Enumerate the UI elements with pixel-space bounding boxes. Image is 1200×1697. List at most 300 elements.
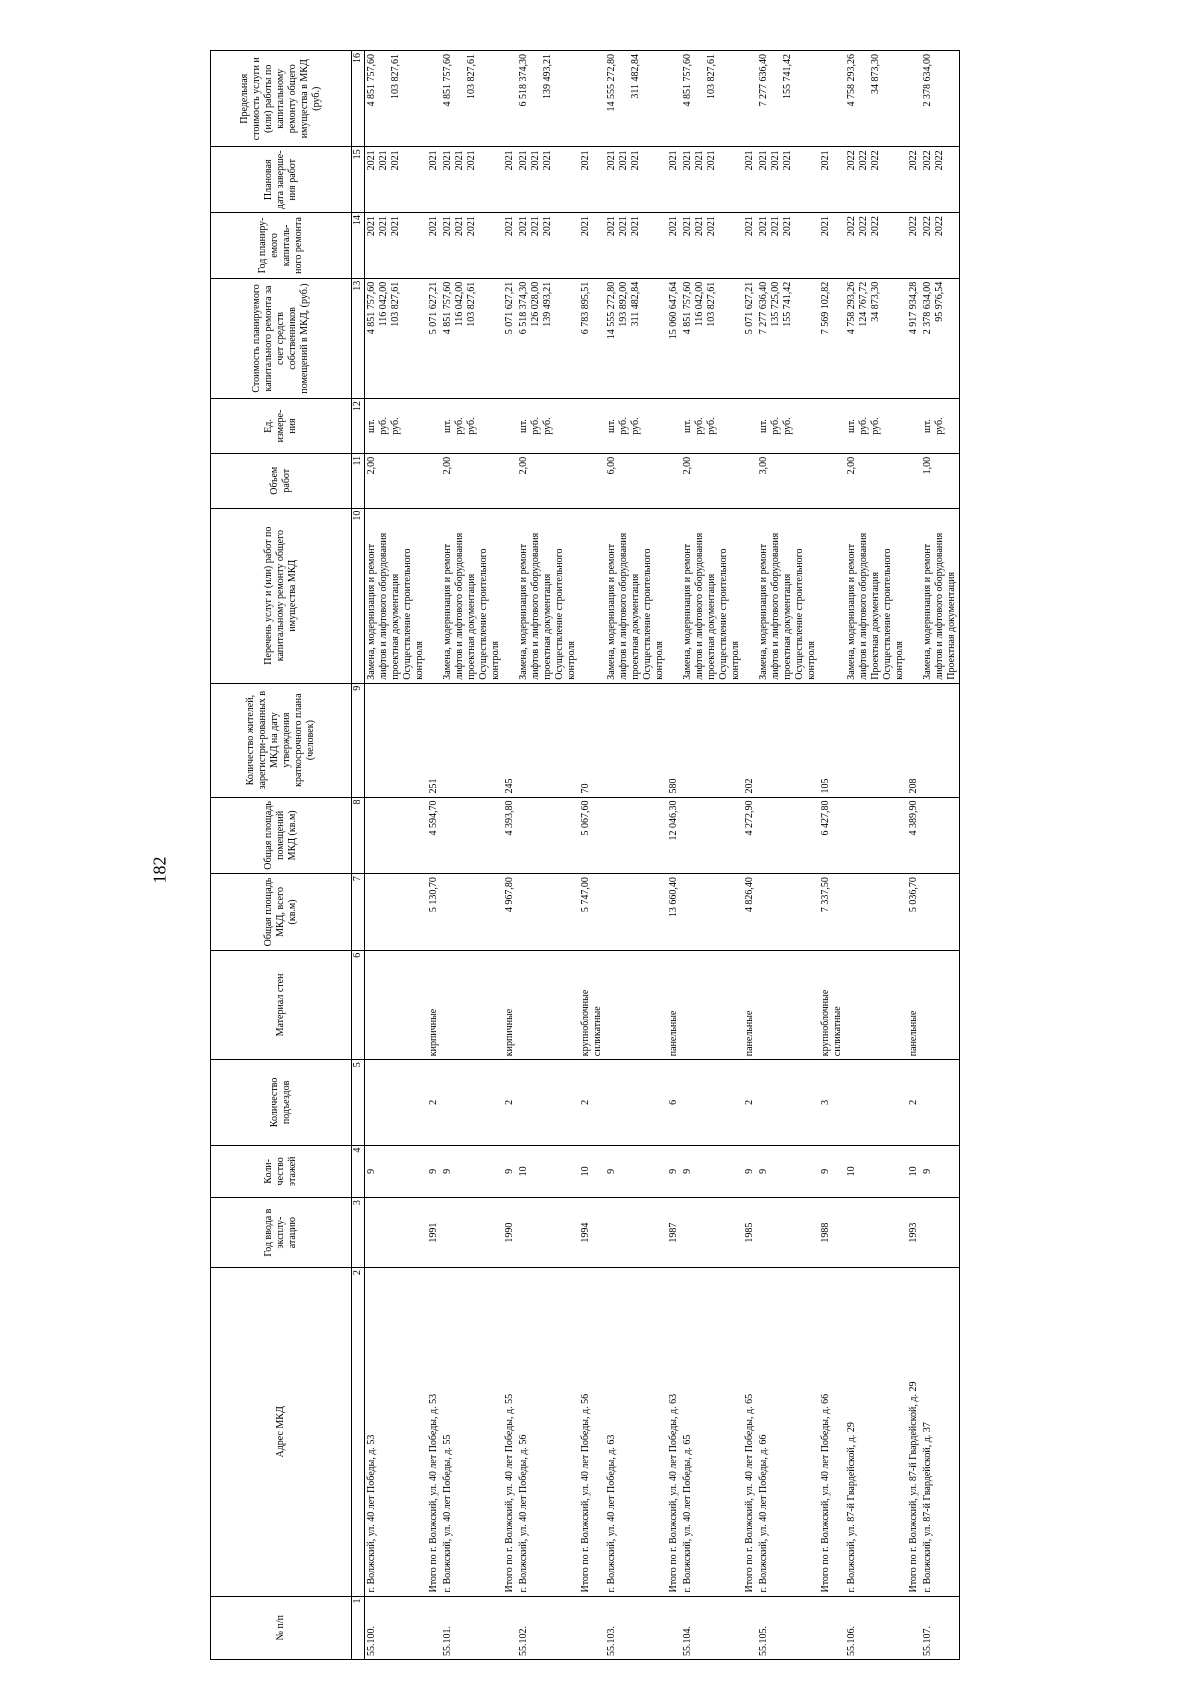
material-cell: кирпичные [427,950,441,1059]
limit-cost-cell [605,51,667,147]
cost-cell-line: 116 042,00 [378,281,389,327]
works-cell-line: Замена, модернизация и ремонт лифтов и лифтового оборудования [442,532,465,680]
done-date-cell-line: 2022 [858,150,869,171]
entrances-cell: 6 [667,1060,681,1145]
plan-year-cell: 2021 [503,213,517,279]
unit-cell-line: руб. [454,417,465,435]
floors-cell: 9 [365,1145,428,1198]
total-area-cell [921,874,960,951]
total-address-cell: Итого по г. Волжский, ул. 40 лет Победы, д. 66 [819,1268,845,1596]
cost-cell: 7 569 102,82 [819,278,845,398]
material-cell: кирпичные [503,950,517,1059]
unit-cell [907,399,921,454]
address-cell: г. Волжский, ул. 87-й Гвардейской, д. 29 [845,1268,907,1596]
material-cell [365,950,428,1059]
limit-cost-cell-line: 7 277 636,40 [758,54,769,107]
cost-cell-line: 116 042,00 [694,281,705,327]
unit-cell-line: руб. [466,417,477,435]
limit-cost-cell-line: 103 827,61 [390,54,401,99]
cost-cell-line: 103 827,61 [390,281,401,327]
volume-cell [667,453,681,508]
table-body [365,51,960,1660]
cost-cell [845,278,907,398]
cost-cell-line: 103 827,61 [706,281,717,327]
row-number: 55.102. [517,1596,579,1659]
floors-cell: 9 [503,1145,517,1198]
premises-area-cell: 4 594,70 [427,797,441,874]
column-number-6: 6 [352,950,365,1059]
column-header-7: Общая площадь МКД, всего (кв.м) [211,874,352,951]
total-address-cell: Итого по г. Волжский, ул. 40 лет Победы, д. 53 [427,1268,441,1596]
total-area-cell [517,874,579,951]
works-cell-line: проектная документация [782,573,793,680]
column-header-11: Объем работ [211,453,352,508]
row-number: 55.107. [921,1596,960,1659]
done-date-cell [681,147,743,213]
plan-year-cell-line: 2021 [542,216,553,237]
done-date-cell: 2021 [579,147,605,213]
done-date-cell-line: 2021 [454,150,465,171]
cost-cell [921,278,960,398]
plan-year-cell: 2021 [743,213,757,279]
limit-cost-cell-line: 4 851 757,60 [682,54,693,107]
works-cell-line: Замена, модернизация и ремонт лифтов и лифтового оборудования [366,532,389,680]
done-date-cell [517,147,579,213]
unit-cell [605,399,667,454]
premises-area-cell [365,797,428,874]
limit-cost-cell [441,51,503,147]
cost-cell-line: 4 758 293,26 [846,281,857,335]
entrances-cell: 2 [503,1060,517,1145]
limit-cost-cell-line: 6 518 374,30 [518,54,529,107]
floors-cell: 9 [427,1145,441,1198]
done-date-cell-line: 2021 [518,150,529,171]
plan-year-cell [517,213,579,279]
entrances-cell [517,1060,579,1145]
done-date-cell-line: 2022 [870,150,881,171]
total-row [907,51,921,1660]
plan-year-cell-line: 2021 [758,216,769,237]
plan-year-cell: 2021 [427,213,441,279]
unit-cell-line: шт. [366,419,377,433]
total-row [819,51,845,1660]
plan-year-cell-line: 2021 [630,216,641,237]
cost-cell-line: 155 741,42 [782,281,793,327]
unit-cell-line: руб. [530,417,541,435]
unit-cell-line: руб. [934,417,945,435]
row-number [907,1596,921,1659]
address-cell: г. Волжский, ул. 40 лет Победы, д. 66 [757,1268,819,1596]
year-cell: 1988 [819,1198,845,1268]
unit-cell [517,399,579,454]
done-date-cell-line: 2021 [782,150,793,171]
column-header-10: Перечень услуг и (или) работ по капитальному ремонту общего имущества МКД [211,508,352,683]
works-cell-line: Проектная документация [946,571,957,680]
residents-cell [605,683,667,797]
limit-cost-cell-line [454,54,466,143]
works-cell-line: Проектная документация [870,571,881,680]
works-cell [819,508,845,683]
limit-cost-cell-line [770,54,782,143]
residents-cell [845,683,907,797]
unit-cell [503,399,517,454]
done-date-cell-line: 2021 [530,150,541,171]
entrances-cell [681,1060,743,1145]
year-cell [605,1198,667,1268]
cost-cell-line: 193 892,00 [618,281,629,327]
column-header-4: Коли-чество этажей [211,1145,352,1198]
premises-area-cell [845,797,907,874]
floors-cell: 9 [441,1145,503,1198]
item-row [517,51,579,1660]
year-cell: 1993 [907,1198,921,1268]
unit-cell-line: руб. [770,417,781,435]
limit-cost-cell-line: 2 378 634,00 [922,54,933,107]
material-cell [757,950,819,1059]
residents-cell [681,683,743,797]
unit-cell-line: шт. [846,419,857,433]
unit-cell [757,399,819,454]
total-address-cell: Итого по г. Волжский, ул. 87-й Гвардейской, д. 29 [907,1268,921,1596]
column-number-1: 1 [352,1596,365,1659]
works-cell-line: Замена, модернизация и ремонт лифтов и лифтового оборудования [518,532,541,680]
column-number-14: 14 [352,213,365,279]
column-number-4: 4 [352,1145,365,1198]
unit-cell [579,399,605,454]
column-header-15: Плановая дата заверше-ния работ [211,147,352,213]
works-cell [441,508,503,683]
entrances-cell [365,1060,428,1145]
row-number: 55.106. [845,1596,907,1659]
cost-cell: 5 071 627,21 [743,278,757,398]
volume-cell: 2,00 [441,453,503,508]
works-cell [365,508,428,683]
premises-area-cell: 12 046,30 [667,797,681,874]
works-cell-line: Осуществление строительного контроля [554,548,577,680]
limit-cost-cell [743,51,757,147]
address-cell: г. Волжский, ул. 40 лет Победы, д. 65 [681,1268,743,1596]
total-area-cell: 7 337,50 [819,874,845,951]
floors-cell: 10 [907,1145,921,1198]
cost-cell-line: 116 042,00 [454,281,465,327]
column-header-1: № п/п [211,1596,352,1659]
volume-cell [907,453,921,508]
works-cell [579,508,605,683]
column-number-15: 15 [352,147,365,213]
unit-cell-line: руб. [858,417,869,435]
floors-cell: 9 [819,1145,845,1198]
residents-cell [365,683,428,797]
done-date-cell-line: 2021 [366,150,377,171]
volume-cell [427,453,441,508]
cost-cell [441,278,503,398]
works-cell-line: Осуществление строительного контроля [794,548,817,680]
cost-cell: 6 783 895,51 [579,278,605,398]
limit-cost-cell-line [694,54,706,143]
done-date-cell-line: 2021 [706,150,717,171]
entrances-cell [921,1060,960,1145]
floors-cell: 9 [757,1145,819,1198]
residents-cell: 202 [743,683,757,797]
plan-year-cell: 2021 [819,213,845,279]
plan-year-cell [921,213,960,279]
column-header-5: Количество подъездов [211,1060,352,1145]
column-number-8: 8 [352,797,365,874]
cost-cell [517,278,579,398]
row-number [427,1596,441,1659]
limit-cost-cell [845,51,907,147]
unit-cell-line: шт. [518,419,529,433]
works-cell-line: проектная документация [706,573,717,680]
cost-cell-line: 103 827,61 [466,281,477,327]
plan-year-cell-line: 2022 [858,216,869,237]
works-cell [427,508,441,683]
floors-cell: 9 [681,1145,743,1198]
year-cell: 1985 [743,1198,757,1268]
plan-year-cell-line: 2021 [606,216,617,237]
volume-cell: 2,00 [517,453,579,508]
residents-cell: 208 [907,683,921,797]
done-date-cell: 2022 [907,147,921,213]
plan-year-cell [365,213,428,279]
cost-cell [757,278,819,398]
item-row [921,51,960,1660]
cost-cell-line: 126 028,00 [530,281,541,327]
premises-area-cell: 6 427,80 [819,797,845,874]
cost-cell: 5 071 627,21 [503,278,517,398]
row-number [579,1596,605,1659]
year-cell [365,1198,428,1268]
floors-cell: 10 [517,1145,579,1198]
volume-cell: 6,00 [605,453,667,508]
total-row [503,51,517,1660]
limit-cost-cell [579,51,605,147]
plan-year-cell [605,213,667,279]
limit-cost-cell-line: 4 851 757,60 [442,54,453,107]
residents-cell [921,683,960,797]
material-cell [681,950,743,1059]
residents-cell [757,683,819,797]
unit-cell-line: шт. [442,419,453,433]
works-cell-line: Осуществление строительного контроля [718,548,741,680]
volume-cell: 1,00 [921,453,960,508]
limit-cost-cell [667,51,681,147]
total-area-cell: 5 130,70 [427,874,441,951]
works-cell [845,508,907,683]
limit-cost-cell-line: 155 741,42 [782,54,793,99]
works-cell-line: Замена, модернизация и ремонт лифтов и лифтового оборудования [846,532,869,680]
works-cell-line: Осуществление строительного контроля [642,548,665,680]
works-cell [503,508,517,683]
limit-cost-cell-line: 103 827,61 [706,54,717,99]
premises-area-cell: 5 067,60 [579,797,605,874]
volume-cell: 2,00 [365,453,428,508]
cost-cell-line: 14 555 272,80 [606,281,617,340]
row-number: 55.100. [365,1596,428,1659]
row-number [503,1596,517,1659]
done-date-cell: 2021 [427,147,441,213]
cost-cell-line: 7 277 636,40 [758,281,769,335]
column-number-5: 5 [352,1060,365,1145]
volume-cell: 2,00 [845,453,907,508]
item-row [845,51,907,1660]
year-cell [921,1198,960,1268]
total-row [579,51,605,1660]
works-cell-line: Осуществление строительного контроля [402,548,425,680]
unit-cell-line: руб. [630,417,641,435]
limit-cost-cell-line: 4 851 757,60 [366,54,377,107]
unit-cell [427,399,441,454]
total-row [667,51,681,1660]
plan-year-cell-line: 2022 [934,216,945,237]
header-row [211,51,352,1660]
done-date-cell: 2021 [819,147,845,213]
done-date-cell-line: 2021 [378,150,389,171]
total-area-cell [441,874,503,951]
total-area-cell: 13 660,40 [667,874,681,951]
total-address-cell: Итого по г. Волжский, ул. 40 лет Победы, д. 56 [579,1268,605,1596]
done-date-cell-line: 2022 [922,150,933,171]
works-cell-line: Осуществление строительного контроля [478,548,501,680]
done-date-cell-line: 2021 [390,150,401,171]
year-cell: 1987 [667,1198,681,1268]
limit-cost-cell [921,51,960,147]
cost-cell-line: 4 851 757,60 [682,281,693,335]
cost-cell-line: 135 725,00 [770,281,781,327]
plan-year-cell-line: 2021 [706,216,717,237]
total-row [427,51,441,1660]
done-date-cell-line: 2021 [770,150,781,171]
item-row [365,51,428,1660]
cost-cell [681,278,743,398]
premises-area-cell: 4 393,80 [503,797,517,874]
plan-year-cell-line: 2021 [466,216,477,237]
total-area-cell: 5 036,70 [907,874,921,951]
total-area-cell: 4 826,40 [743,874,757,951]
works-cell [517,508,579,683]
done-date-cell: 2021 [743,147,757,213]
column-number-7: 7 [352,874,365,951]
done-date-cell-line: 2022 [934,150,945,171]
plan-year-cell-line: 2021 [682,216,693,237]
unit-cell [819,399,845,454]
plan-year-cell-line: 2021 [390,216,401,237]
item-row [441,51,503,1660]
cost-cell-line: 124 767,72 [858,281,869,327]
column-number-13: 13 [352,278,365,398]
done-date-cell [921,147,960,213]
done-date-cell: 2021 [503,147,517,213]
item-row [757,51,819,1660]
address-cell: г. Волжский, ул. 87-й Гвардейской, д. 37 [921,1268,960,1596]
floors-cell: 10 [845,1145,907,1198]
total-row [743,51,757,1660]
row-number [819,1596,845,1659]
limit-cost-cell [503,51,517,147]
unit-cell-line: руб. [694,417,705,435]
limit-cost-cell [681,51,743,147]
year-cell: 1994 [579,1198,605,1268]
column-number-16: 16 [352,51,365,147]
unit-cell-line: руб. [782,417,793,435]
unit-cell [845,399,907,454]
unit-cell-line: шт. [922,419,933,433]
cost-cell: 4 917 934,28 [907,278,921,398]
column-number-2: 2 [352,1268,365,1596]
material-cell: крупноблочные силикатные [579,950,605,1059]
done-date-cell-line: 2021 [630,150,641,171]
unit-cell-line: шт. [682,419,693,433]
plan-year-cell-line: 2022 [922,216,933,237]
row-number [667,1596,681,1659]
total-area-cell: 4 967,80 [503,874,517,951]
material-cell [441,950,503,1059]
plan-year-cell-line: 2021 [694,216,705,237]
plan-year-cell-line: 2021 [454,216,465,237]
works-cell [921,508,960,683]
material-cell: крупноблочные силикатные [819,950,845,1059]
residents-cell: 251 [427,683,441,797]
item-row [681,51,743,1660]
unit-cell-line: руб. [378,417,389,435]
limit-cost-cell-line: 139 493,21 [542,54,553,99]
limit-cost-cell-line: 14 555 272,80 [606,54,617,112]
plan-year-cell-line: 2021 [530,216,541,237]
total-area-cell [757,874,819,951]
works-cell-line: Осуществление строительного контроля [882,548,905,680]
works-cell [743,508,757,683]
premises-area-cell: 4 272,90 [743,797,757,874]
unit-cell [365,399,428,454]
done-date-cell-line: 2021 [606,150,617,171]
year-cell [441,1198,503,1268]
works-cell-line: Замена, модернизация и ремонт лифтов и лифтового оборудования [682,532,705,680]
entrances-cell [845,1060,907,1145]
unit-cell [681,399,743,454]
works-cell [605,508,667,683]
floors-cell: 10 [579,1145,605,1198]
total-address-cell: Итого по г. Волжский, ул. 40 лет Победы, д. 65 [743,1268,757,1596]
plan-year-cell-line: 2021 [770,216,781,237]
column-number-row [352,51,365,1660]
done-date-cell [605,147,667,213]
plan-year-cell: 2022 [907,213,921,279]
address-cell: г. Волжский, ул. 40 лет Победы, д. 55 [441,1268,503,1596]
total-area-cell [365,874,428,951]
cost-cell [365,278,428,398]
floors-cell: 9 [605,1145,667,1198]
column-header-2: Адрес МКД [211,1268,352,1596]
entrances-cell: 2 [907,1060,921,1145]
cost-cell-line: 311 482,84 [630,281,641,327]
row-number: 55.105. [757,1596,819,1659]
unit-cell-line: руб. [390,417,401,435]
plan-year-cell [845,213,907,279]
column-number-12: 12 [352,399,365,454]
cost-cell-line: 4 851 757,60 [442,281,453,335]
done-date-cell-line: 2021 [466,150,477,171]
residents-cell [517,683,579,797]
limit-cost-cell-line [378,54,390,143]
material-cell [845,950,907,1059]
residents-cell: 580 [667,683,681,797]
column-header-14: Год планиру-емого капиталь-ного ремонта [211,213,352,279]
residents-cell: 105 [819,683,845,797]
entrances-cell: 2 [743,1060,757,1145]
premises-area-cell [441,797,503,874]
row-number: 55.103. [605,1596,667,1659]
works-cell [681,508,743,683]
